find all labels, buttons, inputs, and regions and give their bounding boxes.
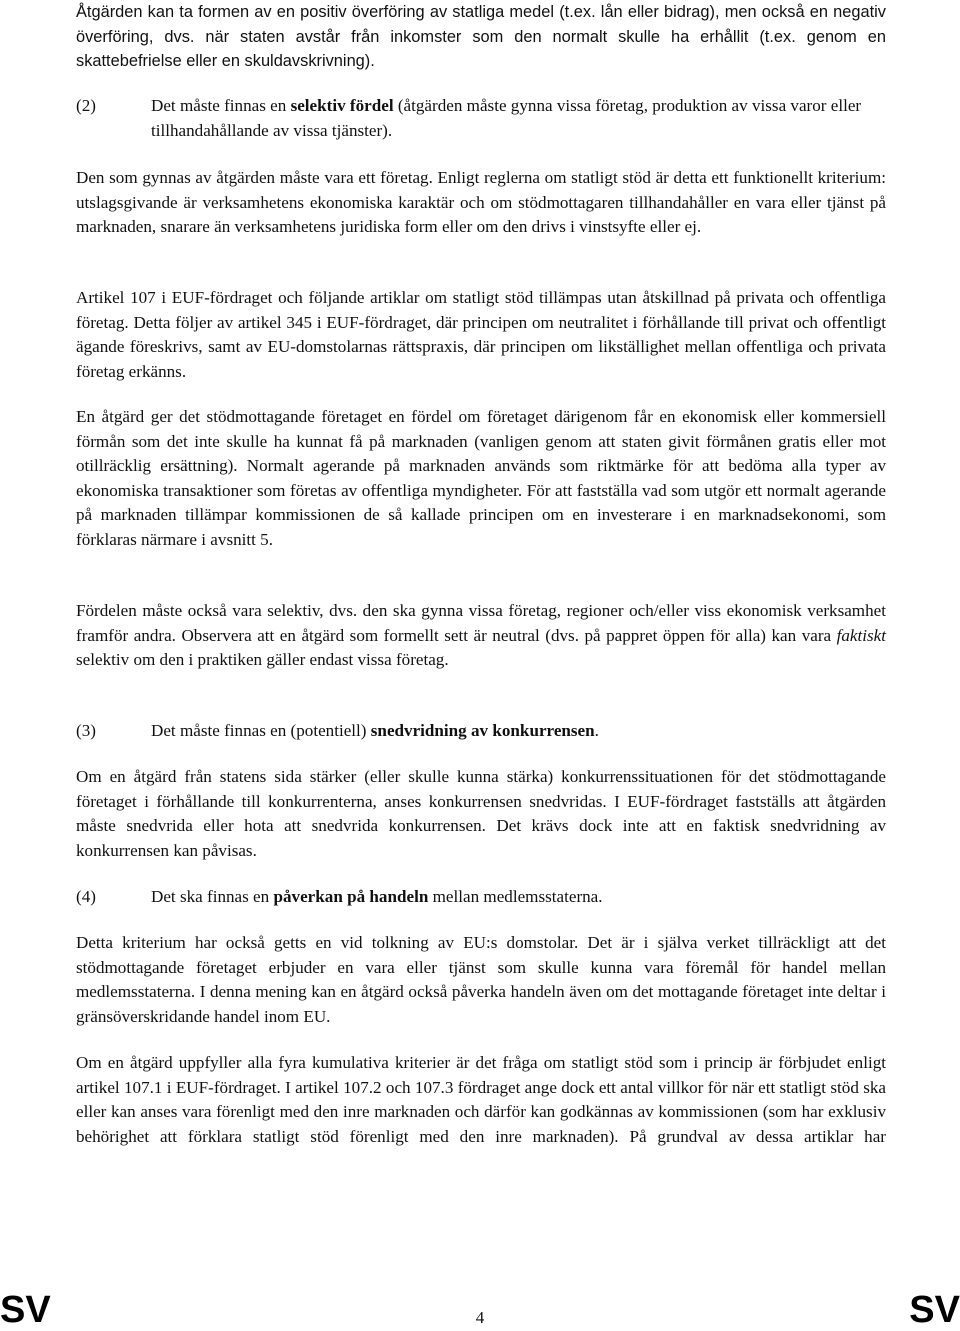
criterion-4	[76, 885, 886, 910]
language-code-left: SV	[0, 1289, 51, 1331]
criterion-3-text: Det måste finnas en (potentiell) snedvridning av konkurrensen.	[151, 721, 599, 740]
criterion-3-number: (3)	[76, 721, 96, 740]
company-paragraph: Den som gynnas av åtgärden måste vara ett företag. Enligt reglerna om statligt stöd är detta ett funktionellt kriterium: utslagsgivande är verksamhetens ekonomiska karaktär och om stödmottagaren tillhandahåller en vara eller tjänst på marknaden, snarare än verksamhetens juridiska form eller om den drivs i vinstsyfte eller ej.	[76, 168, 886, 237]
emphasis-faktiskt: faktiskt	[836, 625, 886, 645]
criterion-4-term: påverkan på handeln	[273, 887, 429, 906]
criterion-4-text: Det ska finnas en påverkan på handeln mellan medlemsstaterna.	[151, 887, 603, 906]
intro-paragraph: Åtgärden kan ta formen av en positiv överföring av statliga medel (t.ex. lån eller bidrag), men också en negativ överföring, dvs. när staten avstår från inkomster som den normalt skulle ha erhållit (t.ex. genom en skattebefrielse eller en skuldavskrivning).	[76, 3, 886, 71]
advantage-paragraph: En åtgärd ger det stödmottagande företaget en fördel om företaget därigenom får en ekonomisk eller kommersiell förmån som det inte skulle ha kunnat få på marknaden (vanligen genom att staten givit förmånen gratis eller mot otillräcklig ersättning). Normalt agerande på marknaden används som riktmärke för att bedöma alla typer av ekonomiska transaktioner som företas av offentliga myndigheter. För att fastställa vad som utgör ett normalt agerande på marknaden tillämpar kommissionen de så kallade principen om en investerare i en marknadsekonomi, som förklaras närmare i avsnitt 5.	[76, 407, 886, 549]
criterion-3	[76, 719, 886, 744]
criterion-2-text: Det måste finnas en selektiv fördel (åtgärden måste gynna vissa företag, produktion av vissa varor eller tillhandahållande av vissa tjänster).	[151, 96, 862, 140]
page-number: 4	[475, 1308, 485, 1327]
trade-paragraph: Detta kriterium har också getts en vid tolkning av EU:s domstolar. Det är i själva verket tillräckligt att det stödmottagande företaget erbjuder en vara eller tjänst som skulle kunna vara föremål för handel mellan medlemsstaterna. I denna mening kan en åtgärd också påverka handeln även om det mottagande företaget inte deltar i gränsöverskridande handel inom EU.	[76, 933, 886, 1026]
criterion-2	[76, 94, 886, 143]
language-code-right: SV	[909, 1289, 960, 1331]
criterion-3-term: snedvridning av konkurrensen	[370, 721, 595, 740]
criterion-2-term: selektiv fördel	[290, 96, 394, 115]
page-footer	[0, 1290, 960, 1330]
selective-paragraph: Fördelen måste också vara selektiv, dvs. den ska gynna vissa företag, regioner och/eller viss ekonomisk verksamhet framför andra. Observera att en åtgärd som formellt sett är neutral (dvs. på pappret öppen för alla) kan vara faktiskt selektiv om den i praktiken gäller endast vissa företag.	[76, 601, 886, 670]
criterion-2-number: (2)	[76, 96, 96, 115]
article-107-paragraph: Artikel 107 i EUF-fördraget och följande artiklar om statligt stöd tillämpas utan åtskillnad på privata och offentliga företag. Detta följer av artikel 345 i EUF-fördraget, där principen om neutralitet i förhållande till privat och offentligt ägande föreskrivs, samt av EU-domstolarnas rättspraxis, där principen om likställighet mellan offentliga och privata företag erkänns.	[76, 288, 886, 381]
distortion-paragraph: Om en åtgärd från statens sida stärker (eller skulle kunna stärka) konkurrenssituationen för det stödmottagande företaget i förhållande till konkurrenterna, anses konkurrensen snedvridas. I EUF-fördraget fastställs att åtgärden måste snedvrida eller hota att snedvrida konkurrensen. Det krävs dock inte att en faktisk snedvridning av konkurrensen kan påvisas.	[76, 767, 886, 860]
criterion-4-number: (4)	[76, 887, 96, 906]
final-paragraph: Om en åtgärd uppfyller alla fyra kumulativa kriterier är det fråga om statligt stöd som i princip är förbjudet enligt artikel 107.1 i EUF-fördraget. I artikel 107.2 och 107.3 fördraget ange dock ett antal villkor för när ett statligt stöd ska eller kan anses vara förenligt med den inre marknaden och därför kan godkännas av kommissionen (som har exklusiv behörighet att förklara statligt stöd förenligt med den inre marknaden). På grundval av dessa artiklar har	[76, 1053, 886, 1146]
